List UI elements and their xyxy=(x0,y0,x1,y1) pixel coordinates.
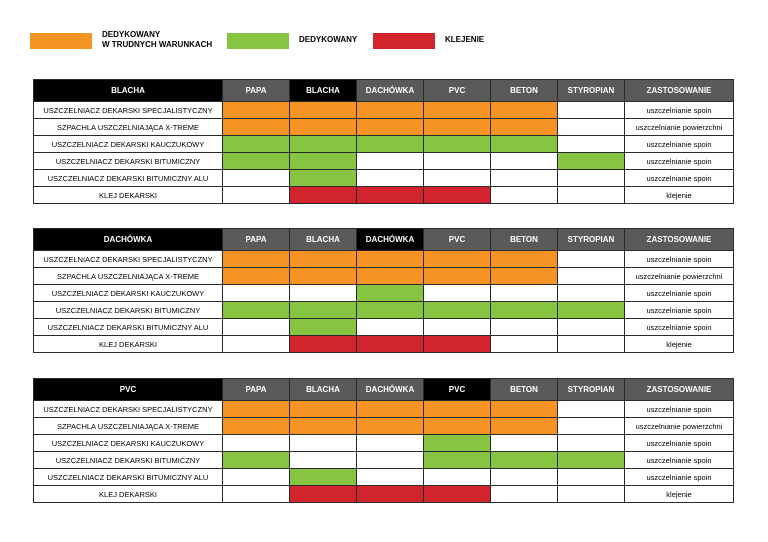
column-header: BLACHA xyxy=(290,80,357,102)
compat-cell-empty xyxy=(424,469,491,486)
compat-cell-empty xyxy=(357,469,424,486)
compat-cell-empty xyxy=(223,469,290,486)
compat-cell-orange xyxy=(424,251,491,268)
column-header: ZASTOSOWANIE xyxy=(625,80,734,102)
column-header: DACHÓWKA xyxy=(357,80,424,102)
usage-cell: uszczelnianie spoin xyxy=(625,401,734,418)
compat-cell-green xyxy=(290,153,357,170)
column-header: PVC xyxy=(424,229,491,251)
compat-cell-empty xyxy=(491,435,558,452)
column-header: ZASTOSOWANIE xyxy=(625,379,734,401)
product-name: KLEJ DEKARSKI xyxy=(34,187,223,204)
usage-cell: uszczelnianie spoin xyxy=(625,170,734,187)
compat-cell-green xyxy=(290,319,357,336)
compat-cell-orange xyxy=(424,418,491,435)
column-header: PVC xyxy=(424,379,491,401)
compat-cell-red xyxy=(357,486,424,503)
usage-cell: uszczelnianie spoin xyxy=(625,452,734,469)
compat-cell-orange xyxy=(491,251,558,268)
compat-cell-empty xyxy=(558,102,625,119)
column-header: BLACHA xyxy=(290,379,357,401)
compat-cell-empty xyxy=(223,435,290,452)
compat-cell-orange xyxy=(223,251,290,268)
compat-cell-green xyxy=(223,136,290,153)
compat-cell-empty xyxy=(491,336,558,353)
column-header: BETON xyxy=(491,80,558,102)
compat-cell-empty xyxy=(558,435,625,452)
table-row xyxy=(34,435,734,452)
compat-cell-orange xyxy=(290,119,357,136)
compat-cell-empty xyxy=(223,319,290,336)
product-name: USZCZELNIACZ DEKARSKI BITUMICZNY ALU xyxy=(34,170,223,187)
compat-cell-empty xyxy=(558,418,625,435)
compat-cell-empty xyxy=(558,285,625,302)
product-name: USZCZELNIACZ DEKARSKI BITUMICZNY ALU xyxy=(34,319,223,336)
compat-cell-orange xyxy=(424,268,491,285)
column-header: PAPA xyxy=(223,80,290,102)
product-name: USZCZELNIACZ DEKARSKI SPECJALISTYCZNY xyxy=(34,102,223,119)
compat-cell-empty xyxy=(558,401,625,418)
column-header: BETON xyxy=(491,379,558,401)
compat-cell-red xyxy=(290,336,357,353)
legend-label-line2: W TRUDNYCH WARUNKACH xyxy=(102,40,213,49)
compat-cell-orange xyxy=(491,102,558,119)
legend-label-green: DEDYKOWANY xyxy=(299,35,358,44)
compat-cell-orange xyxy=(290,102,357,119)
compat-cell-empty xyxy=(491,486,558,503)
table-title: PVC xyxy=(34,379,223,401)
column-header: STYROPIAN xyxy=(558,229,625,251)
compat-cell-empty xyxy=(424,285,491,302)
product-name: USZCZELNIACZ DEKARSKI SPECJALISTYCZNY xyxy=(34,401,223,418)
compat-cell-red xyxy=(424,486,491,503)
compat-cell-orange xyxy=(357,251,424,268)
compat-cell-empty xyxy=(491,319,558,336)
compatibility-table xyxy=(33,228,734,353)
product-name: USZCZELNIACZ DEKARSKI BITUMICZNY xyxy=(34,452,223,469)
compat-cell-green xyxy=(223,452,290,469)
usage-cell: uszczelnianie powierzchni xyxy=(625,268,734,285)
compat-cell-empty xyxy=(558,187,625,204)
product-name: USZCZELNIACZ DEKARSKI KAUCZUKOWY xyxy=(34,435,223,452)
column-header: DACHÓWKA xyxy=(357,379,424,401)
compatibility-table xyxy=(33,378,734,503)
compat-cell-orange xyxy=(223,418,290,435)
compat-cell-empty xyxy=(558,170,625,187)
compat-cell-empty xyxy=(357,319,424,336)
table-row xyxy=(34,469,734,486)
legend-swatch-red xyxy=(373,33,435,49)
product-name: USZCZELNIACZ DEKARSKI BITUMICZNY xyxy=(34,153,223,170)
compat-cell-green xyxy=(424,435,491,452)
legend-label-orange xyxy=(102,30,212,50)
compat-cell-empty xyxy=(223,285,290,302)
product-name: SZPACHLA USZCZELNIAJĄCA X-TREME xyxy=(34,418,223,435)
compat-cell-red xyxy=(290,486,357,503)
table-row xyxy=(34,119,734,136)
compat-cell-empty xyxy=(357,170,424,187)
usage-cell: klejenie xyxy=(625,336,734,353)
compat-cell-orange xyxy=(357,102,424,119)
product-name: USZCZELNIACZ DEKARSKI SPECJALISTYCZNY xyxy=(34,251,223,268)
usage-cell: uszczelnianie powierzchni xyxy=(625,418,734,435)
compat-cell-orange xyxy=(424,102,491,119)
compat-cell-empty xyxy=(223,486,290,503)
compat-cell-empty xyxy=(223,336,290,353)
compat-cell-orange xyxy=(491,119,558,136)
compat-cell-orange xyxy=(357,119,424,136)
table-row xyxy=(34,285,734,302)
compat-cell-red xyxy=(357,187,424,204)
usage-cell: uszczelnianie spoin xyxy=(625,153,734,170)
legend-label-red: KLEJENIE xyxy=(445,35,485,44)
compat-cell-empty xyxy=(357,452,424,469)
compatibility-table xyxy=(33,79,734,204)
compat-cell-red xyxy=(424,336,491,353)
compat-cell-empty xyxy=(491,153,558,170)
compat-cell-orange xyxy=(491,418,558,435)
column-header: PAPA xyxy=(223,379,290,401)
compat-cell-orange xyxy=(357,418,424,435)
table-row xyxy=(34,319,734,336)
compat-cell-empty xyxy=(290,435,357,452)
compat-cell-empty xyxy=(558,486,625,503)
compat-cell-empty xyxy=(558,136,625,153)
column-header: STYROPIAN xyxy=(558,80,625,102)
compat-cell-empty xyxy=(491,285,558,302)
table-row xyxy=(34,336,734,353)
compat-cell-green xyxy=(558,302,625,319)
compat-cell-orange xyxy=(424,119,491,136)
usage-cell: uszczelnianie spoin xyxy=(625,136,734,153)
compat-cell-empty xyxy=(290,285,357,302)
usage-cell: uszczelnianie spoin xyxy=(625,285,734,302)
compat-cell-empty xyxy=(558,268,625,285)
column-header: PVC xyxy=(424,80,491,102)
usage-cell: uszczelnianie spoin xyxy=(625,302,734,319)
compat-cell-empty xyxy=(424,319,491,336)
compat-cell-green xyxy=(357,302,424,319)
legend-swatch-green xyxy=(227,33,289,49)
usage-cell: uszczelnianie spoin xyxy=(625,435,734,452)
column-header: PAPA xyxy=(223,229,290,251)
usage-cell: uszczelnianie powierzchni xyxy=(625,119,734,136)
compat-cell-empty xyxy=(223,170,290,187)
usage-cell: uszczelnianie spoin xyxy=(625,102,734,119)
compat-cell-green xyxy=(424,452,491,469)
compat-cell-red xyxy=(424,187,491,204)
table-row xyxy=(34,268,734,285)
compat-cell-green xyxy=(290,170,357,187)
compat-cell-empty xyxy=(558,319,625,336)
column-header: DACHÓWKA xyxy=(357,229,424,251)
product-name: SZPACHLA USZCZELNIAJĄCA X-TREME xyxy=(34,119,223,136)
compat-cell-green xyxy=(491,302,558,319)
compat-cell-empty xyxy=(357,153,424,170)
compat-cell-orange xyxy=(290,401,357,418)
table-row xyxy=(34,170,734,187)
product-name: USZCZELNIACZ DEKARSKI BITUMICZNY ALU xyxy=(34,469,223,486)
compat-cell-red xyxy=(290,187,357,204)
compat-cell-orange xyxy=(290,251,357,268)
compat-cell-green xyxy=(223,153,290,170)
compat-cell-empty xyxy=(558,251,625,268)
compat-cell-red xyxy=(357,336,424,353)
compat-cell-empty xyxy=(424,170,491,187)
column-header: BLACHA xyxy=(290,229,357,251)
compat-cell-green xyxy=(491,136,558,153)
table-row xyxy=(34,153,734,170)
legend-label-line1: DEDYKOWANY xyxy=(102,30,161,39)
product-name: USZCZELNIACZ DEKARSKI KAUCZUKOWY xyxy=(34,136,223,153)
product-name: SZPACHLA USZCZELNIAJĄCA X-TREME xyxy=(34,268,223,285)
compat-cell-orange xyxy=(424,401,491,418)
compat-cell-orange xyxy=(491,401,558,418)
compat-cell-orange xyxy=(357,268,424,285)
legend-swatch-orange xyxy=(30,33,92,49)
table-row xyxy=(34,136,734,153)
product-name: KLEJ DEKARSKI xyxy=(34,336,223,353)
compat-cell-empty xyxy=(491,187,558,204)
compat-cell-green xyxy=(357,285,424,302)
table-row xyxy=(34,452,734,469)
usage-cell: uszczelnianie spoin xyxy=(625,251,734,268)
compat-cell-empty xyxy=(223,187,290,204)
table-title: DACHÓWKA xyxy=(34,229,223,251)
table-row xyxy=(34,302,734,319)
compat-cell-empty xyxy=(424,153,491,170)
column-header: ZASTOSOWANIE xyxy=(625,229,734,251)
column-header: BETON xyxy=(491,229,558,251)
usage-cell: klejenie xyxy=(625,486,734,503)
compat-cell-green xyxy=(424,136,491,153)
compat-cell-green xyxy=(491,452,558,469)
compat-cell-green xyxy=(290,469,357,486)
compat-cell-orange xyxy=(223,119,290,136)
compat-cell-orange xyxy=(491,268,558,285)
compat-cell-green xyxy=(558,153,625,170)
compat-cell-orange xyxy=(290,268,357,285)
compat-cell-empty xyxy=(558,469,625,486)
compat-cell-orange xyxy=(223,268,290,285)
compat-cell-empty xyxy=(290,452,357,469)
compat-cell-orange xyxy=(290,418,357,435)
compat-cell-green xyxy=(290,136,357,153)
table-row xyxy=(34,418,734,435)
table-row xyxy=(34,187,734,204)
compat-cell-empty xyxy=(558,119,625,136)
compat-cell-orange xyxy=(223,401,290,418)
compat-cell-empty xyxy=(558,336,625,353)
table-title: BLACHA xyxy=(34,80,223,102)
compat-cell-green xyxy=(357,136,424,153)
column-header: STYROPIAN xyxy=(558,379,625,401)
product-name: KLEJ DEKARSKI xyxy=(34,486,223,503)
compat-cell-green xyxy=(290,302,357,319)
usage-cell: klejenie xyxy=(625,187,734,204)
product-name: USZCZELNIACZ DEKARSKI KAUCZUKOWY xyxy=(34,285,223,302)
compat-cell-orange xyxy=(223,102,290,119)
compat-cell-empty xyxy=(491,170,558,187)
table-row xyxy=(34,486,734,503)
usage-cell: uszczelnianie spoin xyxy=(625,319,734,336)
product-name: USZCZELNIACZ DEKARSKI BITUMICZNY xyxy=(34,302,223,319)
compat-cell-empty xyxy=(357,435,424,452)
compat-cell-orange xyxy=(357,401,424,418)
compat-cell-green xyxy=(424,302,491,319)
table-row xyxy=(34,102,734,119)
table-row xyxy=(34,251,734,268)
compat-cell-green xyxy=(223,302,290,319)
compat-cell-empty xyxy=(491,469,558,486)
usage-cell: uszczelnianie spoin xyxy=(625,469,734,486)
compat-cell-green xyxy=(558,452,625,469)
table-row xyxy=(34,401,734,418)
